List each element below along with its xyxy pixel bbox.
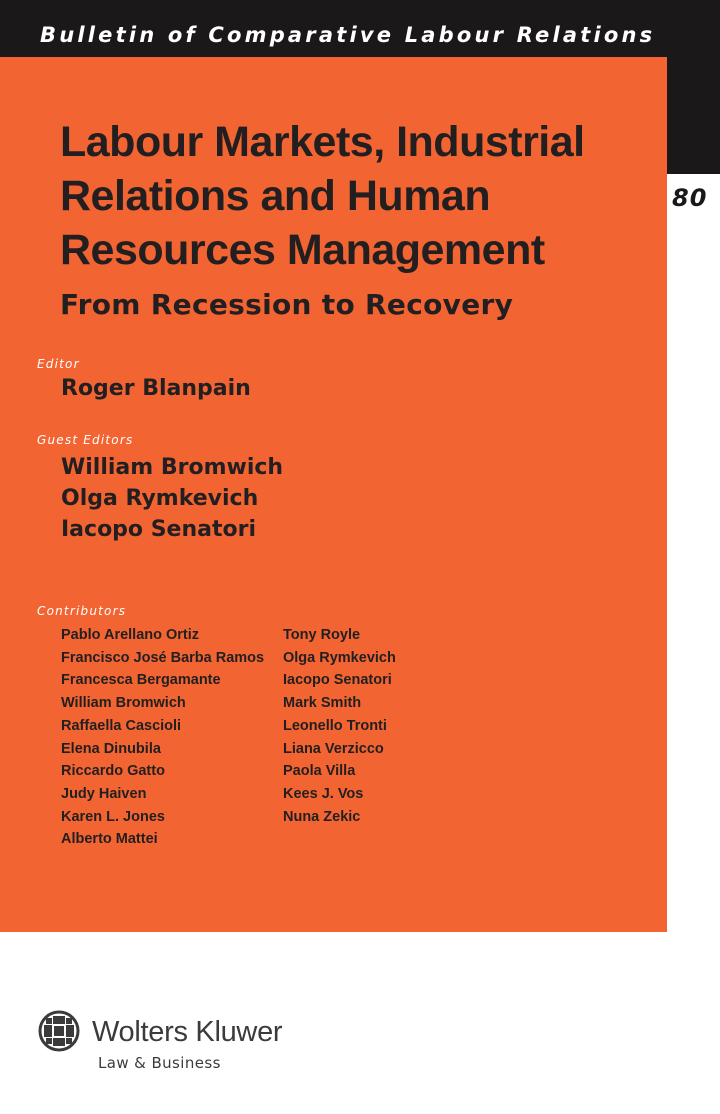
contributor-name: Judy Haiven [61, 785, 147, 802]
book-title-line: Relations and Human [60, 172, 491, 220]
guest-editor-name: Iacopo Senatori [61, 517, 257, 542]
contributor-name: Mark Smith [283, 695, 362, 712]
guest-editors-list [61, 452, 283, 545]
contributor-name: Francesca Bergamante [61, 672, 221, 689]
publisher-tagline: Law & Business [98, 1054, 221, 1072]
contributor-name: William Bromwich [61, 695, 186, 712]
contributor-name: Liana Verzicco [283, 740, 384, 757]
guest-editor-name: William Bromwich [61, 455, 284, 480]
contributor-name: Tony Royle [283, 627, 361, 643]
book-title-line: Labour Markets, Industrial [60, 118, 585, 166]
contributors-label: Contributors [37, 604, 127, 618]
contributor-name: Olga Rymkevich [283, 649, 396, 666]
volume-number: 80 [672, 184, 708, 212]
contributor-name: Elena Dinubila [61, 740, 161, 757]
editor-name: Roger Blanpain [61, 376, 251, 401]
publisher-logo [38, 1008, 308, 1078]
book-title-line: Resources Management [60, 226, 545, 274]
contributor-name: Iacopo Senatori [283, 672, 392, 689]
guest-editor-name: Olga Rymkevich [61, 486, 259, 511]
wolters-kluwer-logo-icon [38, 1010, 80, 1052]
contributor-name: Leonello Tronti [283, 717, 387, 734]
contributor-name: Kees J. Vos [283, 785, 364, 802]
series-title: Bulletin of Comparative Labour Relations [40, 23, 656, 47]
contributor-name: Riccardo Gatto [61, 763, 165, 780]
editor-label: Editor [37, 357, 80, 371]
contributor-name: Francisco José Barba Ramos [61, 649, 265, 666]
contributor-name: Nuna Zekic [283, 808, 361, 825]
guest-editors-label: Guest Editors [37, 433, 134, 447]
contributor-name: Pablo Arellano Ortiz [61, 627, 200, 643]
contributor-name: Karen L. Jones [61, 808, 165, 825]
book-title [60, 115, 660, 277]
publisher-name: Wolters Kluwer [92, 1016, 283, 1048]
contributor-name: Paola Villa [283, 763, 356, 780]
side-block [667, 0, 720, 174]
book-subtitle: From Recession to Recovery [60, 288, 514, 321]
contributor-name: Raffaella Cascioli [61, 717, 182, 734]
contributor-name: Alberto Mattei [61, 831, 158, 848]
contributors-column-right [283, 624, 396, 828]
contributors-column-left [61, 624, 264, 851]
